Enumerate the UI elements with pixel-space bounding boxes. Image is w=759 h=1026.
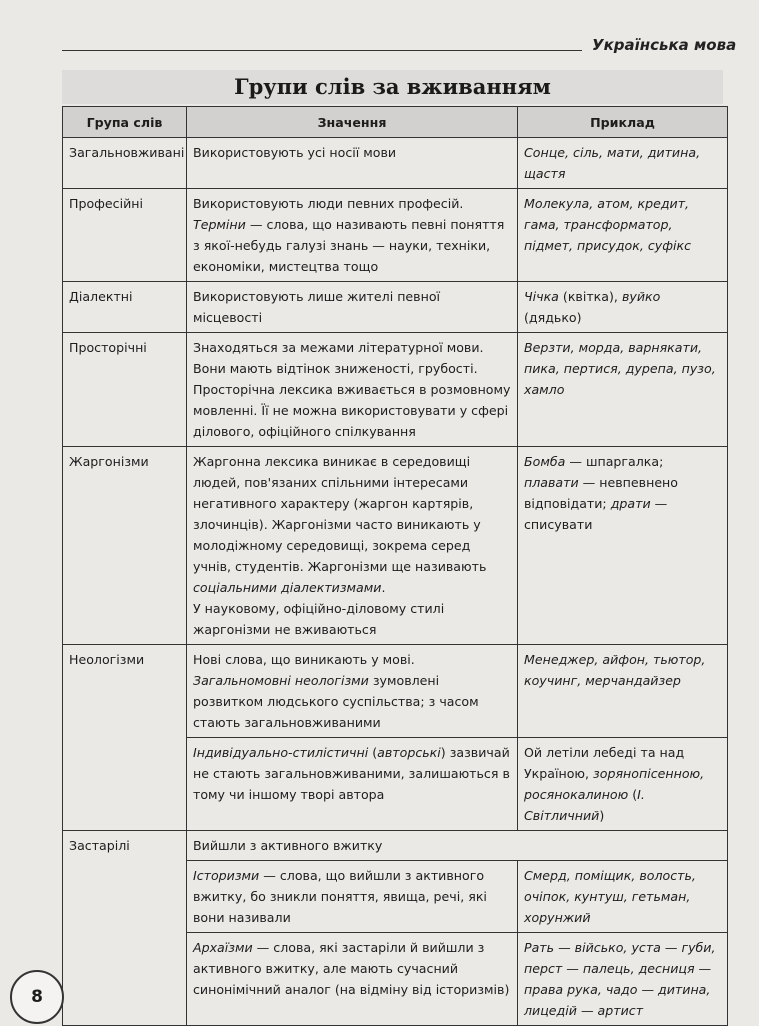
example-cell	[518, 738, 728, 831]
meaning-cell: Використовують усі носії мови	[187, 138, 518, 189]
group-cell: Просторічні	[63, 333, 187, 447]
group-cell: Загальновживані	[63, 138, 187, 189]
meaning-cell	[187, 645, 518, 738]
meaning-cell: Знаходяться за межами літературної мови. Вони мають відтінок зниженості, грубості. Просторічна лексика вживається в розмовному мовленні. Її не можна використовувати у сфері ділового, офіційного спілкування	[187, 333, 518, 447]
meaning-text: ) зазвичай не стають загальновживаними, залишаються в тому чи іншому творі автора	[193, 745, 510, 802]
table-row	[63, 645, 728, 738]
example-cell: Верзти, морда, варнякати, пика, пертися, дурепа, пузо, хамло	[518, 333, 728, 447]
example-gloss: — списувати	[524, 496, 668, 532]
group-cell: Професійні	[63, 189, 187, 282]
example-cell: Сонце, сіль, мати, дитина, щастя	[518, 138, 728, 189]
group-cell: Жаргонізми	[63, 447, 187, 645]
table-header-row	[63, 107, 728, 138]
meaning-text: — слова, які застаріли й вийшли з активного вжитку, але мають сучасний синонімічний аналог (на відміну від історизмів)	[193, 940, 510, 997]
example-cell	[518, 447, 728, 645]
example-cell	[518, 282, 728, 333]
meaning-text: Використовують люди певних професій.	[193, 196, 464, 211]
meaning-cell	[187, 738, 518, 831]
example-cell: Рать — військо, уста — губи, перст — палець, десниця — права рука, чадо — дитина, лицедій — артист	[518, 933, 728, 1026]
table-row	[63, 447, 728, 645]
example-word: вуйко	[621, 289, 661, 304]
meaning-text: (	[368, 745, 378, 760]
header-subject: Українська мова	[592, 36, 737, 54]
example-cell: Менеджер, айфон, тьютор, коучинг, мерчандайзер	[518, 645, 728, 738]
example-text: )	[599, 808, 605, 823]
col-header-meaning: Значення	[187, 107, 518, 138]
example-text: (	[628, 787, 638, 802]
term: Індивідуально-стилістичні	[193, 745, 369, 760]
example-word: Чічка	[524, 289, 559, 304]
example-text: Ой летіли лебеді та над Україною,	[524, 745, 685, 781]
meaning-text: .	[381, 580, 386, 595]
term: Історизми	[193, 868, 260, 883]
table-row	[63, 189, 728, 282]
group-cell: Неологізми	[63, 645, 187, 831]
meaning-cell	[187, 933, 518, 1026]
example-author: І. Світличний	[524, 787, 645, 823]
example-gloss: — шпаргалка;	[565, 454, 664, 469]
meaning-text: Жаргонна лексика виникає в середовищі людей, пов'язаних спільними інтересами негативного характеру (жаргон картярів, злочинців). Жаргонізми часто виникають у молодіжному середовищі, зокрема серед учнів, студентів. Жаргонізми ще називають	[193, 454, 487, 574]
example-word: зорянопісенною, росянокалиною	[524, 766, 705, 802]
group-cell: Застарілі	[63, 831, 187, 1026]
term: Терміни	[193, 217, 246, 232]
term: авторські	[377, 745, 441, 760]
meaning-text: — слова, що вийшли з активного вжитку, бо зникли поняття, явища, речі, які вони називали	[193, 868, 487, 925]
table-row	[63, 831, 728, 861]
page-number: 8	[10, 970, 64, 1024]
example-cell: Молекула, атом, кредит, гама, трансформатор, підмет, присудок, суфікс	[518, 189, 728, 282]
example-word: Бомба	[524, 454, 566, 469]
word-groups-table	[62, 106, 728, 1026]
meaning-cell	[187, 447, 518, 645]
table-row	[63, 333, 728, 447]
example-gloss: — невпевнено відповідати;	[524, 475, 679, 511]
table-row	[63, 138, 728, 189]
example-gloss: (дядько)	[524, 310, 582, 325]
meaning-cell: Використовують лише жителі певної місцевості	[187, 282, 518, 333]
term: соціальними діалектизмами	[193, 580, 382, 595]
meaning-text: У науковому, офіційно-діловому стилі жаргонізми не вживаються	[193, 601, 445, 637]
meaning-text: — слова, що називають певні поняття з якої-небудь галузі знань — науки, техніки, економіки, мистецтва тощо	[193, 217, 505, 274]
example-word: плавати	[524, 475, 579, 490]
col-header-group: Група слів	[63, 107, 187, 138]
meaning-text: Нові слова, що виникають у мові.	[193, 652, 415, 667]
table-row	[63, 282, 728, 333]
group-cell: Діалектні	[63, 282, 187, 333]
meaning-cell: Вийшли з активного вжитку	[187, 831, 728, 861]
meaning-cell	[187, 189, 518, 282]
page-title: Групи слів за вживанням	[234, 74, 551, 99]
term: Архаїзми	[193, 940, 253, 955]
meaning-text: зумовлені розвитком людського суспільства; з часом стають загальновживаними	[193, 673, 479, 730]
term: Загальномовні неологізми	[193, 673, 369, 688]
meaning-cell	[187, 861, 518, 933]
example-gloss: (квітка),	[558, 289, 622, 304]
col-header-example: Приклад	[518, 107, 728, 138]
example-cell: Смерд, поміщик, волость, очіпок, кунтуш, гетьман, хорунжий	[518, 861, 728, 933]
example-word: драти	[610, 496, 651, 511]
header-rule	[62, 50, 582, 51]
